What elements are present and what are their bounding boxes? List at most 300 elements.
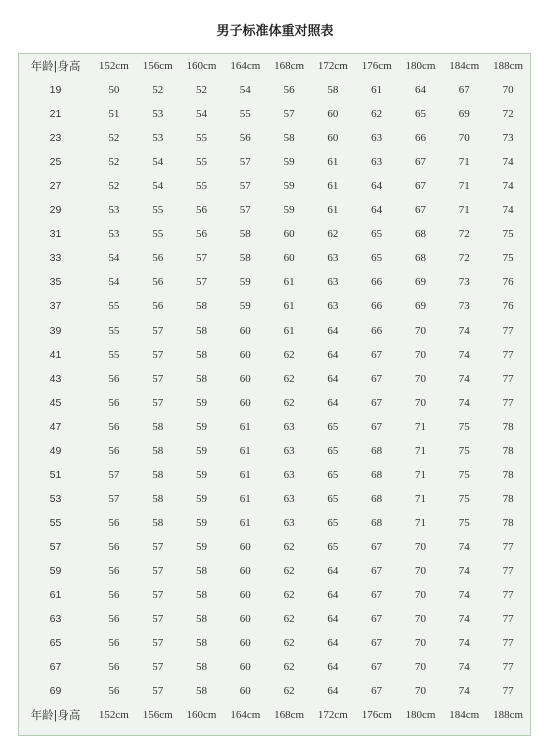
weight-cell: 58 [195, 613, 207, 626]
weight-cell: 56 [195, 228, 207, 241]
weight-cell: 57 [152, 372, 164, 385]
age-cell: 67 [49, 661, 62, 674]
weight-cell: 60 [239, 589, 251, 602]
weight-cell: 55 [152, 204, 164, 217]
weight-cell: 77 [502, 613, 514, 626]
table-row [19, 198, 530, 222]
weight-cell: 62 [327, 228, 339, 241]
weight-cell: 57 [239, 156, 251, 169]
footer-row [19, 703, 530, 727]
age-cell: 37 [49, 300, 62, 313]
weight-cell: 61 [283, 300, 295, 313]
weight-cell: 64 [327, 396, 339, 409]
age-cell: 69 [49, 685, 62, 698]
weight-cell: 65 [371, 228, 383, 241]
weight-cell: 70 [414, 565, 426, 577]
weight-cell: 61 [327, 204, 339, 217]
footer-height-6: 176cm [361, 709, 392, 722]
weight-cell: 61 [283, 276, 295, 289]
weight-cell: 51 [108, 108, 120, 121]
weight-cell: 57 [152, 613, 164, 626]
table-row [19, 270, 530, 294]
weight-table [18, 53, 531, 736]
weight-cell: 74 [458, 348, 470, 361]
weight-cell: 59 [195, 420, 207, 433]
header-height-7: 180cm [405, 60, 436, 73]
weight-cell: 58 [195, 372, 207, 385]
weight-cell: 75 [502, 252, 514, 265]
table-row [19, 415, 530, 439]
weight-cell: 65 [327, 444, 339, 457]
age-cell: 19 [49, 84, 62, 97]
age-cell: 55 [49, 516, 62, 529]
weight-cell: 57 [152, 637, 164, 650]
weight-cell: 74 [458, 661, 470, 674]
weight-cell: 56 [239, 132, 251, 145]
header-row [19, 54, 530, 78]
weight-cell: 58 [195, 565, 207, 577]
weight-cell: 71 [414, 468, 426, 481]
weight-cell: 77 [502, 589, 514, 602]
age-cell: 25 [49, 156, 62, 169]
header-height-6: 176cm [361, 60, 392, 73]
weight-cell: 72 [458, 252, 470, 265]
table-row [19, 487, 530, 511]
weight-cell: 63 [371, 132, 383, 145]
footer-height-2: 160cm [186, 709, 217, 722]
weight-cell: 57 [152, 324, 164, 337]
weight-cell: 55 [195, 180, 207, 193]
weight-cell: 71 [458, 156, 470, 169]
weight-cell: 75 [502, 228, 514, 241]
weight-cell: 67 [371, 589, 383, 602]
weight-cell: 59 [195, 540, 207, 553]
weight-cell: 65 [327, 468, 339, 481]
weight-cell: 62 [283, 396, 295, 409]
weight-cell: 76 [502, 300, 514, 313]
weight-cell: 63 [283, 516, 295, 529]
weight-cell: 53 [152, 132, 164, 145]
weight-cell: 63 [371, 156, 383, 169]
age-cell: 23 [49, 132, 62, 145]
table-row [19, 655, 530, 679]
weight-cell: 56 [108, 396, 120, 409]
weight-cell: 59 [195, 468, 207, 481]
weight-cell: 62 [283, 661, 295, 674]
weight-cell: 56 [108, 540, 120, 553]
weight-cell: 62 [283, 565, 295, 577]
weight-cell: 63 [327, 276, 339, 289]
age-cell: 43 [49, 372, 62, 385]
weight-cell: 67 [414, 156, 426, 169]
age-cell: 35 [49, 276, 62, 289]
weight-cell: 55 [108, 300, 120, 313]
weight-cell: 75 [458, 420, 470, 433]
weight-cell: 68 [371, 444, 383, 457]
weight-cell: 64 [327, 372, 339, 385]
age-cell: 41 [49, 348, 62, 361]
weight-cell: 62 [283, 637, 295, 650]
weight-cell: 56 [108, 516, 120, 529]
weight-cell: 64 [371, 204, 383, 217]
weight-cell: 53 [108, 204, 120, 217]
weight-cell: 64 [327, 324, 339, 337]
weight-cell: 67 [371, 420, 383, 433]
table-row [19, 391, 530, 415]
age-cell: 61 [49, 589, 62, 602]
table-row [19, 102, 530, 126]
weight-cell: 77 [502, 637, 514, 650]
weight-cell: 71 [458, 204, 470, 217]
weight-cell: 55 [195, 156, 207, 169]
weight-cell: 74 [458, 613, 470, 626]
weight-cell: 59 [239, 276, 251, 289]
weight-cell: 65 [327, 420, 339, 433]
table-row [19, 439, 530, 463]
weight-cell: 60 [283, 252, 295, 265]
weight-cell: 70 [414, 372, 426, 385]
weight-cell: 56 [152, 300, 164, 313]
table-row [19, 246, 530, 270]
weight-cell: 78 [502, 420, 514, 433]
weight-cell: 67 [371, 685, 383, 698]
table-row [19, 319, 530, 343]
weight-cell: 67 [371, 372, 383, 385]
weight-cell: 55 [239, 108, 251, 121]
weight-cell: 56 [108, 565, 120, 577]
weight-cell: 74 [458, 565, 470, 577]
weight-cell: 52 [108, 180, 120, 193]
weight-cell: 70 [414, 324, 426, 337]
weight-cell: 60 [239, 685, 251, 698]
weight-cell: 58 [327, 84, 339, 97]
weight-cell: 77 [502, 661, 514, 674]
weight-cell: 68 [414, 228, 426, 241]
weight-cell: 62 [283, 589, 295, 602]
age-cell: 21 [49, 108, 62, 121]
weight-cell: 55 [108, 324, 120, 337]
weight-cell: 58 [195, 637, 207, 650]
weight-cell: 58 [239, 228, 251, 241]
weight-cell: 57 [108, 468, 120, 481]
weight-cell: 50 [108, 84, 120, 97]
age-cell: 59 [49, 565, 62, 577]
weight-cell: 74 [458, 685, 470, 698]
table-row [19, 583, 530, 607]
weight-cell: 61 [371, 84, 383, 97]
weight-cell: 57 [239, 180, 251, 193]
weight-cell: 77 [502, 565, 514, 577]
weight-cell: 52 [108, 156, 120, 169]
weight-cell: 54 [108, 276, 120, 289]
weight-cell: 67 [458, 84, 470, 97]
weight-cell: 56 [195, 204, 207, 217]
weight-cell: 57 [152, 540, 164, 553]
weight-cell: 64 [414, 84, 426, 97]
table-row [19, 343, 530, 367]
age-cell: 27 [49, 180, 62, 193]
weight-cell: 74 [458, 396, 470, 409]
weight-cell: 70 [414, 348, 426, 361]
weight-cell: 74 [458, 324, 470, 337]
weight-cell: 60 [327, 108, 339, 121]
weight-cell: 57 [108, 492, 120, 505]
weight-cell: 70 [414, 613, 426, 626]
weight-cell: 77 [502, 396, 514, 409]
table-row [19, 559, 530, 583]
weight-cell: 52 [195, 84, 207, 97]
table-row [19, 294, 530, 318]
footer-height-5: 172cm [317, 709, 348, 722]
weight-cell: 65 [327, 540, 339, 553]
header-height-1: 156cm [142, 60, 173, 73]
table-row [19, 78, 530, 102]
weight-cell: 64 [327, 348, 339, 361]
weight-cell: 59 [195, 516, 207, 529]
weight-cell: 58 [152, 468, 164, 481]
footer-height-7: 180cm [405, 709, 436, 722]
weight-cell: 68 [371, 468, 383, 481]
weight-cell: 63 [327, 300, 339, 313]
weight-cell: 70 [458, 132, 470, 145]
weight-cell: 59 [283, 156, 295, 169]
age-cell: 49 [49, 444, 62, 457]
weight-cell: 56 [152, 276, 164, 289]
weight-cell: 63 [283, 444, 295, 457]
weight-cell: 56 [108, 613, 120, 626]
weight-cell: 65 [371, 252, 383, 265]
weight-cell: 57 [195, 252, 207, 265]
footer-corner-label: 年龄|身高 [30, 708, 81, 723]
weight-cell: 71 [414, 420, 426, 433]
weight-cell: 60 [239, 324, 251, 337]
weight-cell: 64 [327, 589, 339, 602]
weight-cell: 67 [371, 396, 383, 409]
footer-height-1: 156cm [142, 709, 173, 722]
table-row [19, 126, 530, 150]
weight-cell: 72 [502, 108, 514, 121]
weight-cell: 74 [502, 156, 514, 169]
weight-cell: 58 [195, 661, 207, 674]
weight-cell: 52 [108, 132, 120, 145]
weight-cell: 74 [502, 204, 514, 217]
page-title: 男子标准体重对照表 [216, 24, 334, 39]
weight-cell: 56 [108, 685, 120, 698]
age-cell: 57 [49, 540, 62, 553]
weight-cell: 58 [195, 300, 207, 313]
weight-cell: 59 [195, 396, 207, 409]
weight-cell: 71 [414, 516, 426, 529]
weight-cell: 75 [458, 492, 470, 505]
weight-cell: 57 [152, 565, 164, 577]
weight-cell: 59 [283, 204, 295, 217]
weight-cell: 58 [195, 589, 207, 602]
weight-cell: 56 [108, 589, 120, 602]
weight-cell: 67 [371, 613, 383, 626]
weight-cell: 60 [239, 396, 251, 409]
weight-cell: 63 [327, 252, 339, 265]
weight-cell: 61 [239, 420, 251, 433]
header-height-9: 188cm [493, 60, 524, 73]
weight-cell: 59 [195, 444, 207, 457]
weight-cell: 77 [502, 348, 514, 361]
weight-cell: 55 [108, 348, 120, 361]
age-cell: 29 [49, 204, 62, 217]
weight-cell: 69 [414, 300, 426, 313]
header-height-3: 164cm [230, 60, 261, 73]
weight-cell: 70 [414, 540, 426, 553]
weight-cell: 70 [414, 589, 426, 602]
table-row [19, 607, 530, 631]
weight-cell: 64 [371, 180, 383, 193]
weight-cell: 57 [152, 589, 164, 602]
weight-cell: 65 [327, 492, 339, 505]
table-row [19, 367, 530, 391]
weight-cell: 52 [152, 84, 164, 97]
header-height-2: 160cm [186, 60, 217, 73]
age-cell: 65 [49, 637, 62, 650]
weight-cell: 67 [371, 565, 383, 577]
weight-cell: 75 [458, 468, 470, 481]
weight-cell: 70 [414, 637, 426, 650]
weight-cell: 67 [371, 348, 383, 361]
weight-cell: 74 [458, 540, 470, 553]
weight-cell: 54 [152, 156, 164, 169]
footer-height-4: 168cm [274, 709, 305, 722]
weight-cell: 64 [327, 685, 339, 698]
weight-cell: 56 [108, 661, 120, 674]
weight-cell: 55 [195, 132, 207, 145]
footer-height-3: 164cm [230, 709, 261, 722]
weight-cell: 77 [502, 372, 514, 385]
age-cell: 39 [49, 324, 62, 337]
weight-cell: 60 [239, 661, 251, 674]
age-cell: 31 [49, 228, 62, 241]
weight-cell: 58 [152, 444, 164, 457]
weight-cell: 74 [458, 589, 470, 602]
weight-cell: 66 [371, 300, 383, 313]
weight-cell: 78 [502, 468, 514, 481]
weight-cell: 60 [239, 540, 251, 553]
weight-cell: 67 [371, 661, 383, 674]
weight-cell: 71 [458, 180, 470, 193]
weight-cell: 62 [283, 348, 295, 361]
weight-cell: 68 [371, 492, 383, 505]
weight-cell: 61 [239, 468, 251, 481]
weight-cell: 76 [502, 276, 514, 289]
weight-cell: 62 [283, 372, 295, 385]
table-row [19, 631, 530, 655]
weight-cell: 61 [239, 492, 251, 505]
weight-cell: 69 [458, 108, 470, 121]
weight-cell: 73 [458, 300, 470, 313]
weight-cell: 71 [414, 444, 426, 457]
weight-cell: 62 [283, 685, 295, 698]
weight-cell: 61 [239, 516, 251, 529]
weight-cell: 54 [239, 84, 251, 97]
weight-cell: 62 [371, 108, 383, 121]
weight-cell: 73 [458, 276, 470, 289]
header-height-0: 152cm [98, 60, 129, 73]
weight-cell: 62 [283, 613, 295, 626]
weight-cell: 74 [502, 180, 514, 193]
table-row [19, 174, 530, 198]
weight-cell: 57 [152, 685, 164, 698]
table-row [19, 511, 530, 535]
weight-cell: 60 [283, 228, 295, 241]
footer-height-0: 152cm [98, 709, 129, 722]
weight-cell: 64 [327, 637, 339, 650]
weight-cell: 75 [458, 516, 470, 529]
weight-cell: 77 [502, 685, 514, 698]
weight-cell: 56 [283, 84, 295, 97]
weight-cell: 64 [327, 613, 339, 626]
weight-cell: 70 [414, 661, 426, 674]
weight-cell: 70 [414, 685, 426, 698]
weight-cell: 58 [152, 516, 164, 529]
table-row [19, 679, 530, 703]
weight-cell: 77 [502, 540, 514, 553]
weight-cell: 57 [152, 396, 164, 409]
weight-cell: 56 [108, 420, 120, 433]
weight-cell: 64 [327, 565, 339, 577]
weight-cell: 67 [371, 637, 383, 650]
age-cell: 63 [49, 613, 62, 626]
weight-cell: 71 [414, 492, 426, 505]
age-cell: 33 [49, 252, 62, 265]
weight-cell: 61 [239, 444, 251, 457]
header-height-4: 168cm [274, 60, 305, 73]
weight-cell: 58 [283, 132, 295, 145]
weight-cell: 61 [327, 180, 339, 193]
age-cell: 47 [49, 420, 62, 433]
weight-cell: 62 [283, 540, 295, 553]
weight-cell: 58 [152, 492, 164, 505]
weight-cell: 75 [458, 444, 470, 457]
weight-cell: 55 [152, 228, 164, 241]
weight-cell: 72 [458, 228, 470, 241]
weight-cell: 67 [414, 180, 426, 193]
weight-cell: 66 [371, 324, 383, 337]
weight-cell: 73 [502, 132, 514, 145]
weight-cell: 53 [152, 108, 164, 121]
weight-cell: 59 [195, 492, 207, 505]
age-cell: 51 [49, 468, 62, 481]
weight-cell: 54 [108, 252, 120, 265]
weight-cell: 60 [239, 637, 251, 650]
weight-cell: 66 [371, 276, 383, 289]
weight-cell: 70 [414, 396, 426, 409]
weight-cell: 63 [283, 492, 295, 505]
weight-cell: 57 [152, 348, 164, 361]
header-height-8: 184cm [449, 60, 480, 73]
weight-cell: 53 [108, 228, 120, 241]
weight-cell: 60 [239, 348, 251, 361]
weight-cell: 54 [152, 180, 164, 193]
weight-cell: 56 [108, 637, 120, 650]
weight-cell: 66 [414, 132, 426, 145]
weight-cell: 59 [239, 300, 251, 313]
weight-cell: 63 [283, 468, 295, 481]
weight-cell: 68 [414, 252, 426, 265]
weight-cell: 65 [327, 516, 339, 529]
weight-cell: 67 [414, 204, 426, 217]
weight-cell: 63 [283, 420, 295, 433]
footer-height-8: 184cm [449, 709, 480, 722]
weight-cell: 61 [327, 156, 339, 169]
table-row [19, 222, 530, 246]
weight-cell: 56 [108, 444, 120, 457]
